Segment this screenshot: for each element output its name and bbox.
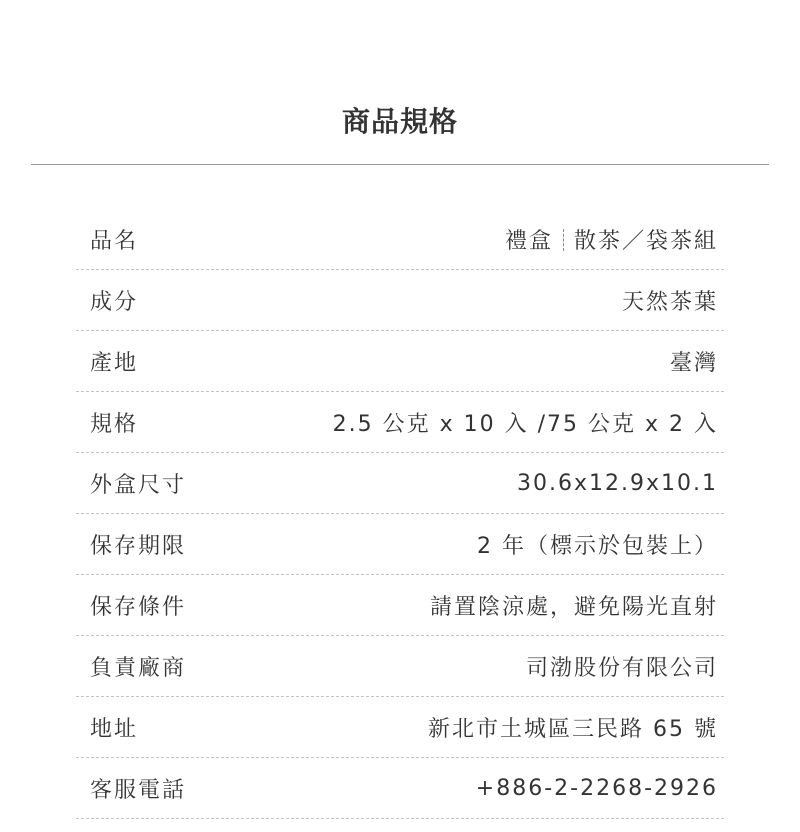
spec-value <box>505 224 718 255</box>
spec-row-shelf-life <box>76 514 724 575</box>
spec-row-product-name <box>76 209 724 270</box>
value-separator <box>563 229 564 251</box>
spec-row-address <box>76 697 724 758</box>
spec-label: 品名 <box>90 228 139 254</box>
spec-value: 請置陰涼處，避免陽光直射 <box>429 594 718 620</box>
spec-value: 新北市土城區三民路 65 號 <box>428 716 718 742</box>
page-title: 商品規格 <box>341 105 458 138</box>
spec-row-manufacturer <box>76 636 724 697</box>
spec-label: 保存條件 <box>90 594 187 620</box>
spec-value-part: 禮盒 <box>504 228 553 254</box>
title-divider <box>31 164 769 165</box>
spec-label: 保存期限 <box>90 533 187 559</box>
spec-row-ingredients <box>76 270 724 331</box>
spec-row-service-phone <box>76 758 724 819</box>
spec-label: 客服電話 <box>90 777 187 803</box>
spec-value: 天然茶葉 <box>621 289 718 315</box>
spec-value: +886-2-2268-2926 <box>475 775 718 801</box>
spec-value: 臺灣 <box>669 350 718 376</box>
spec-value: 2.5 公克 x 10 入 /75 公克 x 2 入 <box>332 411 718 437</box>
spec-row-specification <box>76 392 724 453</box>
spec-row-storage <box>76 575 724 636</box>
spec-value: 30.6x12.9x10.1 <box>517 470 718 496</box>
spec-label: 產地 <box>90 350 139 376</box>
spec-value-part: 散茶／袋茶組 <box>573 228 718 254</box>
spec-label: 地址 <box>90 716 139 742</box>
spec-table <box>76 209 724 819</box>
spec-label: 負責廠商 <box>90 655 187 681</box>
spec-label: 規格 <box>90 411 139 437</box>
spec-label: 成分 <box>90 289 139 315</box>
spec-label: 外盒尺寸 <box>90 472 187 498</box>
spec-row-box-size <box>76 453 724 514</box>
spec-row-origin <box>76 331 724 392</box>
spec-value: 2 年（標示於包裝上） <box>477 533 718 559</box>
spec-value: 司渤股份有限公司 <box>525 655 718 681</box>
